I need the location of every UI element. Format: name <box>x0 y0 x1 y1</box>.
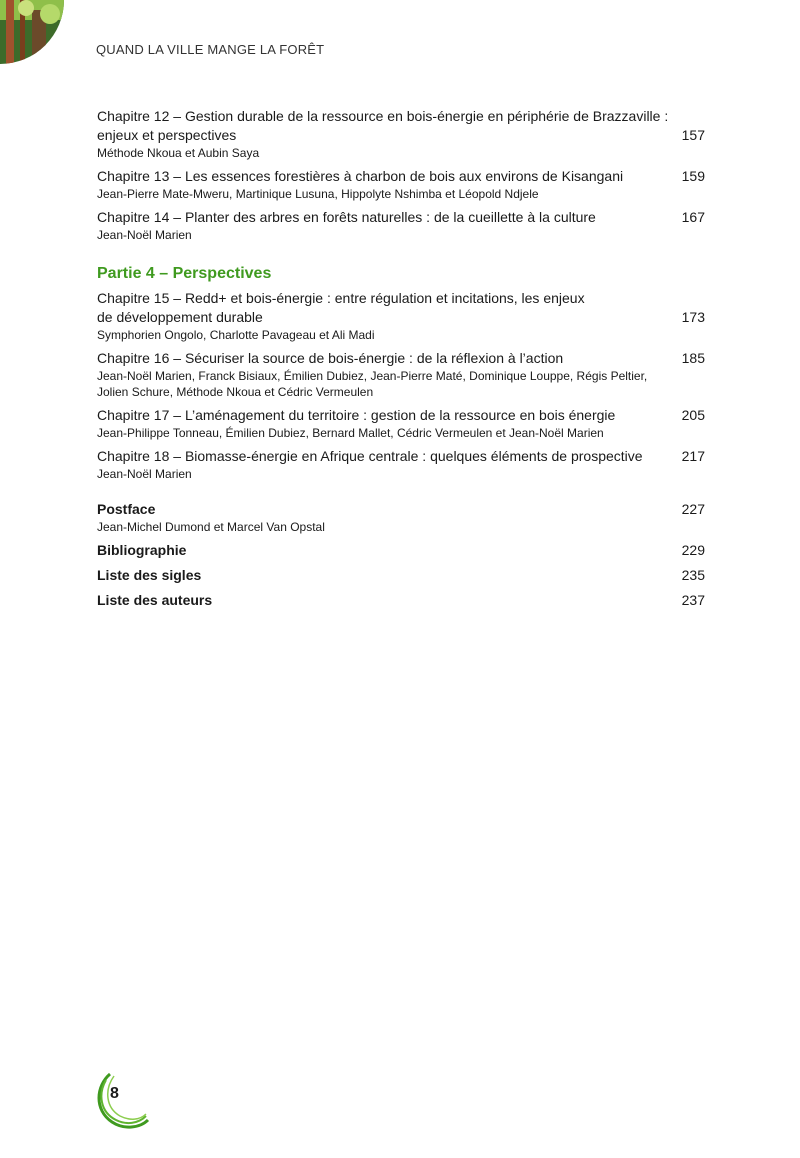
chapter-authors: Jean-Pierre Mate-Mweru, Martinique Lusuna, Hippolyte Nshimba et Léopold Ndjele <box>97 187 539 201</box>
toc-entry-chapter-15[interactable] <box>97 289 705 343</box>
page-number: 167 <box>681 209 705 225</box>
table-of-contents <box>97 107 705 616</box>
toc-entry-liste-des-auteurs[interactable] <box>97 591 705 610</box>
chapter-authors: Jean-Philippe Tonneau, Émilien Dubiez, Bernard Mallet, Cédric Vermeulen et Jean-Noël Marien <box>97 426 604 440</box>
chapter-title: Chapitre 16 – Sécuriser la source de bois-énergie : de la réflexion à l’action <box>97 350 564 366</box>
section-title: Liste des sigles <box>97 567 202 583</box>
green-swirl-icon <box>92 1070 152 1130</box>
page-number: 227 <box>681 501 705 517</box>
chapter-authors: Symphorien Ongolo, Charlotte Pavageau et Ali Madi <box>97 328 375 342</box>
part-heading: Partie 4 – Perspectives <box>97 265 272 282</box>
page-number: 217 <box>681 448 705 464</box>
chapter-title: Chapitre 14 – Planter des arbres en forêts naturelles : de la cueillette à la culture <box>97 209 596 225</box>
toc-entry-postface[interactable] <box>97 500 705 535</box>
running-title: QUAND LA VILLE MANGE LA FORÊT <box>96 42 325 57</box>
section-title: Liste des auteurs <box>97 592 213 608</box>
chapter-title: Chapitre 13 – Les essences forestières à charbon de bois aux environs de Kisangani <box>97 168 624 184</box>
toc-entry-chapter-16[interactable] <box>97 349 705 400</box>
chapter-authors: Jean-Noël Marien <box>97 228 192 242</box>
chapter-authors: Jolien Schure, Méthode Nkoua et Cédric Vermeulen <box>97 385 374 399</box>
toc-entry-chapter-12[interactable] <box>97 107 705 161</box>
page-number: 237 <box>681 592 705 608</box>
chapter-authors: Méthode Nkoua et Aubin Saya <box>97 146 260 160</box>
page-number: 157 <box>681 127 705 143</box>
toc-entry-chapter-17[interactable] <box>97 406 705 441</box>
page-number: 205 <box>681 407 705 423</box>
chapter-title: Chapitre 18 – Biomasse-énergie en Afrique centrale : quelques éléments de prospective <box>97 448 643 464</box>
section-authors: Jean-Michel Dumond et Marcel Van Opstal <box>97 520 325 534</box>
section-title: Postface <box>97 501 156 517</box>
toc-entry-chapter-14[interactable] <box>97 208 705 243</box>
toc-entry-bibliographie[interactable] <box>97 541 705 560</box>
page-number: 185 <box>681 350 705 366</box>
page-number: 173 <box>681 309 705 325</box>
chapter-title-line: enjeux et perspectives <box>97 127 237 143</box>
chapter-authors: Jean-Noël Marien, Franck Bisiaux, Émilien Dubiez, Jean-Pierre Maté, Dominique Louppe, Régis Peltier, <box>97 369 648 383</box>
toc-entry-chapter-13[interactable] <box>97 167 705 202</box>
page-number: 159 <box>681 168 705 184</box>
page-number: 229 <box>681 542 705 558</box>
chapter-title-line: Chapitre 12 – Gestion durable de la ressource en bois-énergie en périphérie de Brazzaville : <box>97 108 669 124</box>
chapter-authors: Jean-Noël Marien <box>97 467 192 481</box>
chapter-title-line: de développement durable <box>97 309 263 325</box>
page-number: 235 <box>681 567 705 583</box>
chapter-title-line: Chapitre 15 – Redd+ et bois-énergie : entre régulation et incitations, les enjeux <box>97 290 585 306</box>
page-folio-number: 8 <box>110 1085 119 1102</box>
chapter-title: Chapitre 17 – L’aménagement du territoire : gestion de la ressource en bois énergie <box>97 407 616 423</box>
toc-entry-liste-des-sigles[interactable] <box>97 566 705 585</box>
corner-forest-photo <box>0 0 64 64</box>
toc-entry-chapter-18[interactable] <box>97 447 705 482</box>
section-title: Bibliographie <box>97 542 187 558</box>
